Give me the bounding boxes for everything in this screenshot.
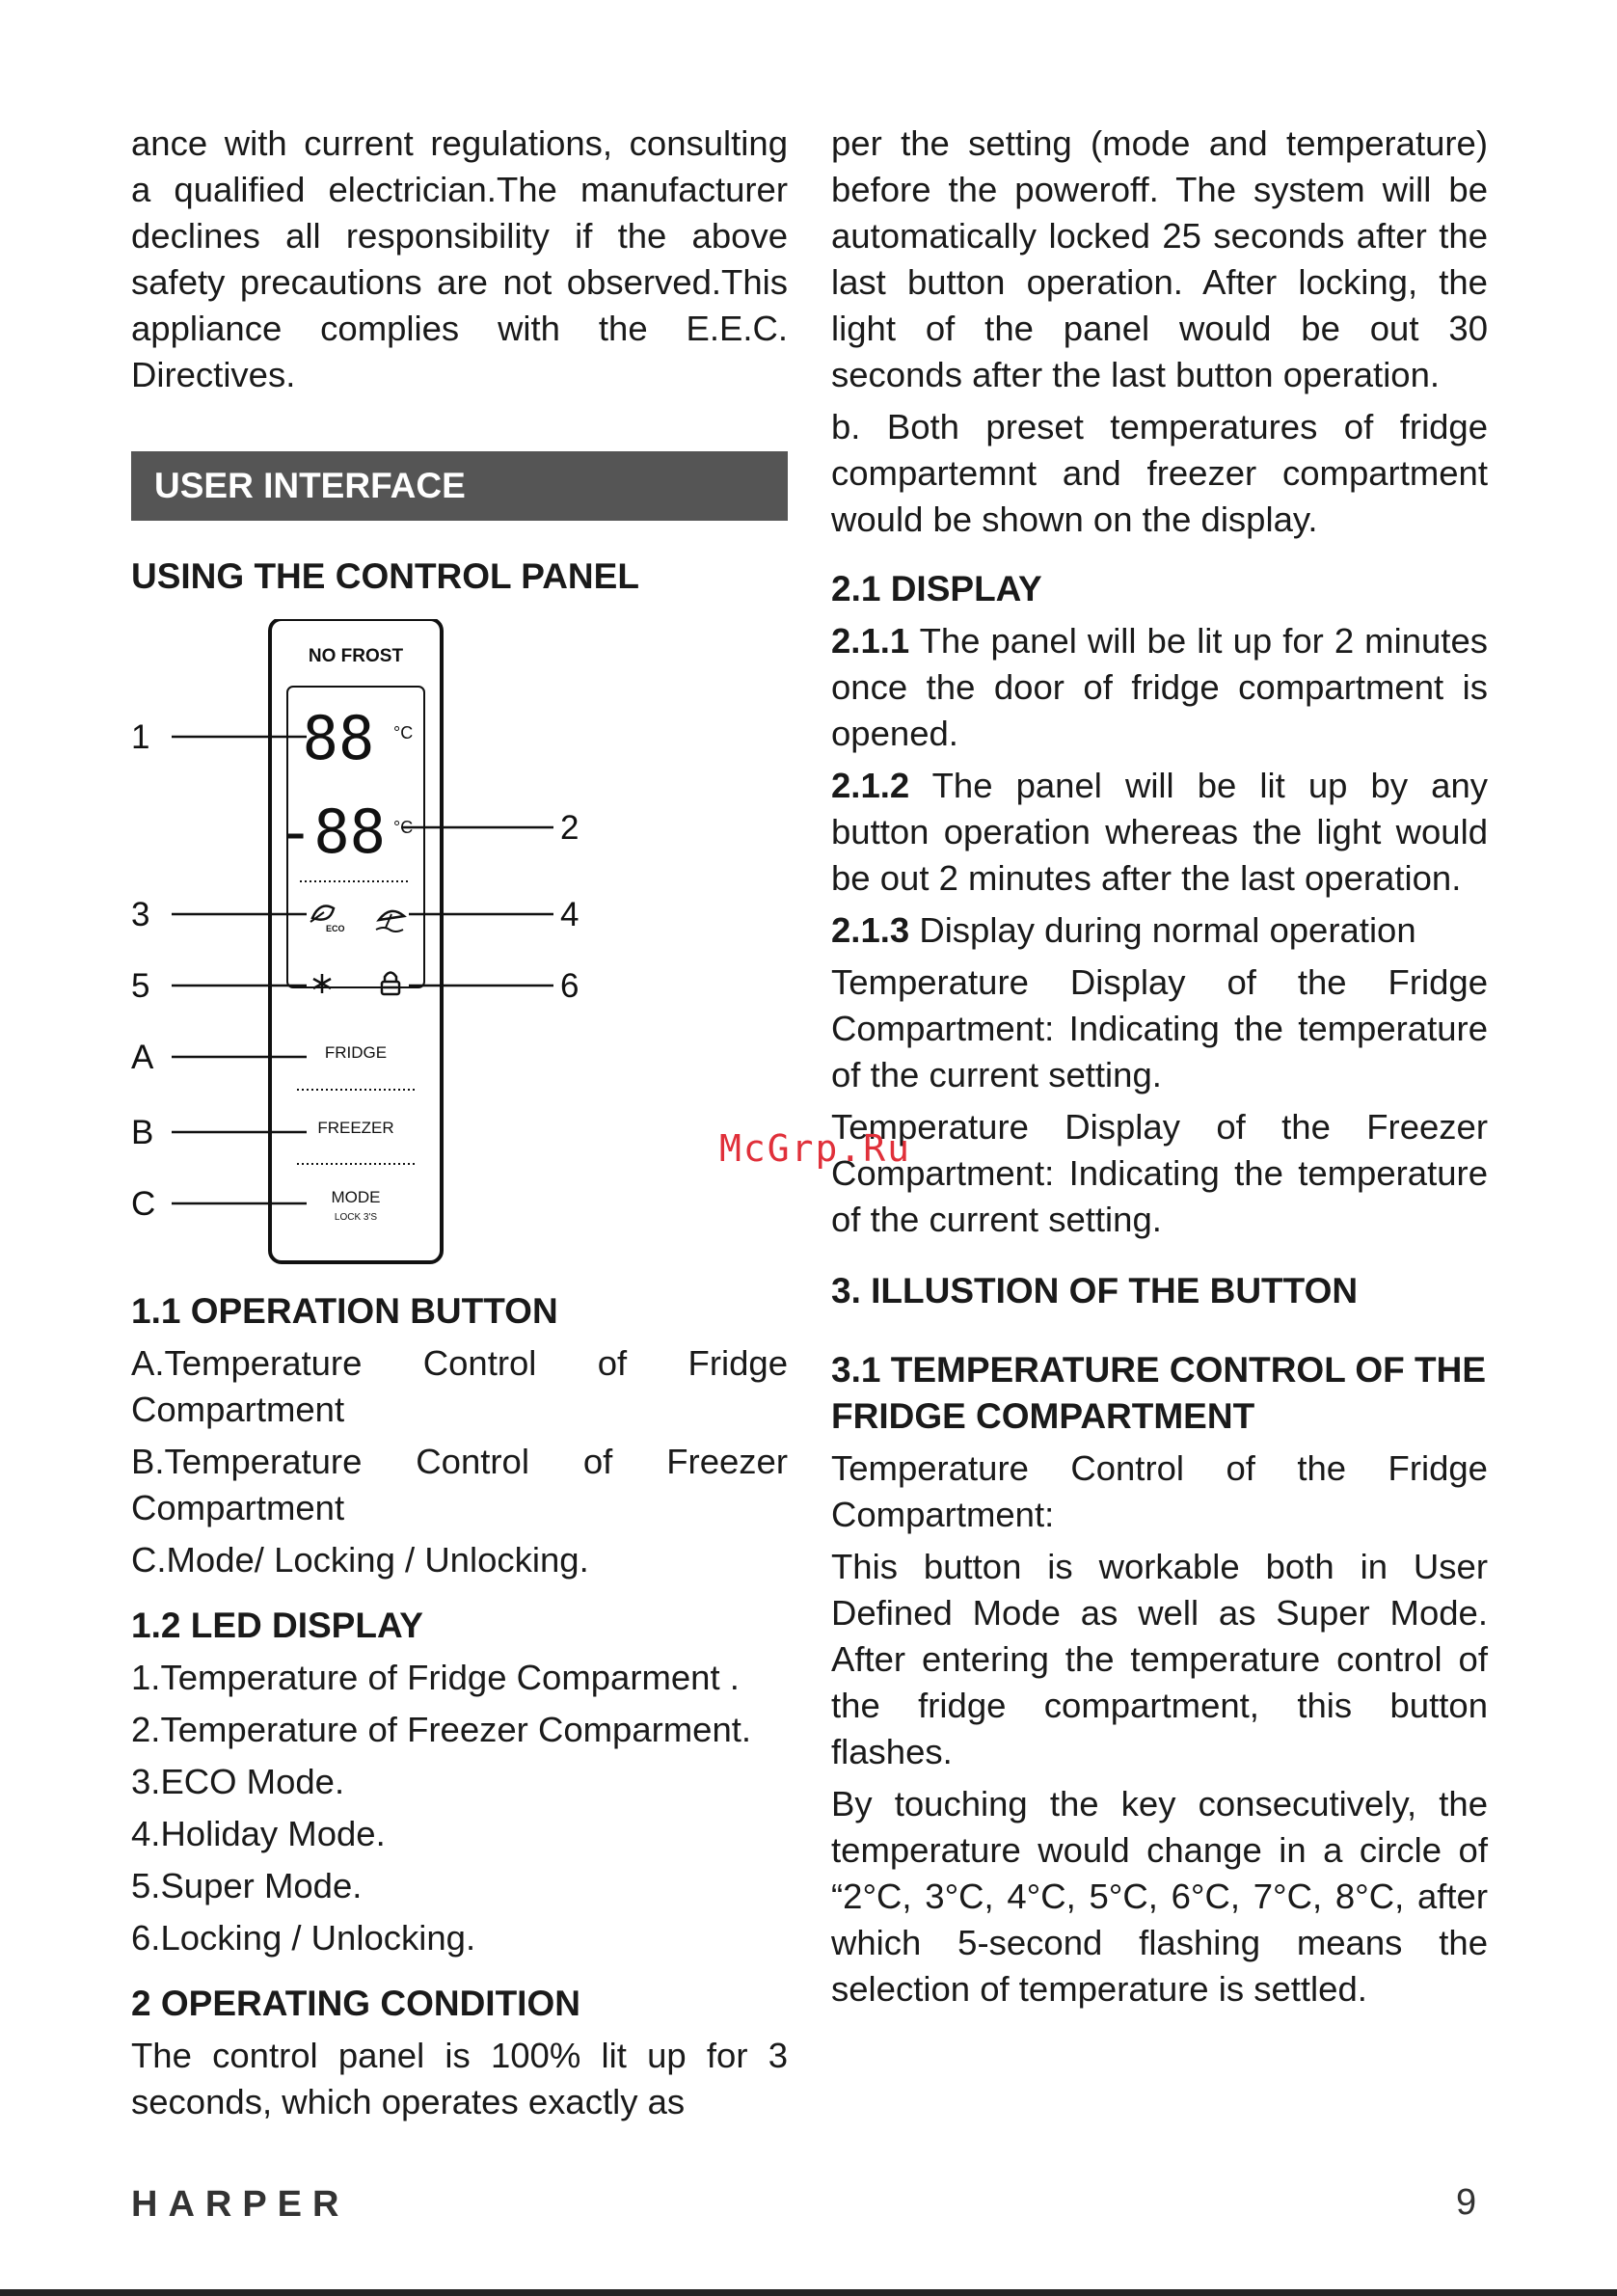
using-control-panel-heading: USING THE CONTROL PANEL <box>131 556 639 596</box>
callout-b: B <box>131 1114 154 1151</box>
led-item-3: 3.ECO Mode. <box>131 1762 345 1801</box>
temp-control-heading: 3.1 TEMPERATURE CONTROL OF THE FRIDGE COMPARTMENT <box>831 1350 1487 1436</box>
led-item-1: 1.Temperature of Fridge Comparment . <box>131 1658 740 1697</box>
fridge-digits: 88 <box>302 703 375 773</box>
callout-3: 3 <box>131 896 150 933</box>
callout-2: 2 <box>560 809 579 847</box>
led-display-heading: 1.2 LED DISPLAY <box>131 1606 423 1645</box>
op-item-c: C.Mode/ Locking / Unlocking. <box>131 1540 589 1580</box>
temp-control-p2: This button is workable both in User Defined Mode as well as Super Mode. After entering the temperature control of the fridge compartment, this button flashes. <box>831 1547 1488 1771</box>
brand-logo: HARPER <box>131 2184 350 2225</box>
led-item-4: 4.Holiday Mode. <box>131 1814 386 1853</box>
temp-control-p1: Temperature Control of the Fridge Compartment: <box>831 1448 1488 1534</box>
temp-control-p3: By touching the key consecutively, the temperature would change in a circle of “2°C, 3°C, 4°C, 5°C, 6°C, 7°C, 8°C, after which 5-second flashing means the selection of temperature is settled. <box>831 1784 1488 2009</box>
display-2-1-3 <box>831 907 1488 954</box>
page-number: 9 <box>1456 2182 1477 2223</box>
panel-brand: NO FROST <box>308 646 404 666</box>
mode-button-sublabel: LOCK 3'S <box>334 1212 378 1223</box>
display-2-1-3-num: 2.1.3 <box>831 910 910 950</box>
led-item-6: 6.Locking / Unlocking. <box>131 1918 476 1958</box>
bottom-rule <box>0 2289 1617 2296</box>
freezer-unit: °C <box>393 818 414 837</box>
control-panel-svg <box>131 619 788 1284</box>
illustion-heading: 3. ILLUSTION OF THE BUTTON <box>831 1271 1359 1310</box>
section-band-user-interface: USER INTERFACE <box>131 451 788 521</box>
display-2-1-3-text: Display during normal operation <box>909 910 1416 950</box>
para-b: b. Both preset temperatures of fridge compartemnt and freezer compartment would be shown on the display. <box>831 407 1488 539</box>
callout-c: C <box>131 1185 156 1223</box>
op-item-b: B.Temperature Control of Freezer Compartment <box>131 1442 788 1527</box>
watermark: McGrp.Ru <box>719 1127 912 1170</box>
operation-button-heading: 1.1 OPERATION BUTTON <box>131 1291 558 1331</box>
display-2-1-1 <box>831 618 1488 757</box>
callout-5: 5 <box>131 967 150 1005</box>
display-2-1-1-text: The panel will be lit up for 2 minutes once the door of fridge compartment is opened. <box>831 621 1488 753</box>
right-column <box>831 121 1488 2012</box>
display-2-1-2 <box>831 763 1488 902</box>
operating-condition-heading: 2 OPERATING CONDITION <box>131 1984 580 2023</box>
operating-condition-text: The control panel is 100% lit up for 3 seconds, which operates exactly as <box>131 2036 788 2121</box>
callout-4: 4 <box>560 896 579 933</box>
para-a: per the setting (mode and temperature) before the poweroff. The system will be automatically locked 25 seconds after the last button operation. After locking, the light of the panel would be out 30 seconds after the last button operation. <box>831 123 1488 394</box>
callout-6: 6 <box>560 967 579 1005</box>
fridge-button-label: FRIDGE <box>324 1043 388 1062</box>
fridge-display-text: Temperature Display of the Fridge Compartment: Indicating the temperature of the current setting. <box>831 962 1488 1094</box>
freezer-display-text: Temperature Display of the Freezer Compartment: Indicating the temperature of the current setting. <box>831 1107 1488 1239</box>
led-display-list <box>131 1655 788 1961</box>
display-heading: 2.1 DISPLAY <box>831 569 1042 608</box>
freezer-button-label: FREEZER <box>317 1119 394 1137</box>
led-item-2: 2.Temperature of Freezer Comparment. <box>131 1710 752 1749</box>
control-panel-diagram <box>131 619 788 1284</box>
eco-label: ECO <box>326 924 345 933</box>
op-item-a: A.Temperature Control of Fridge Compartment <box>131 1343 788 1429</box>
callout-1: 1 <box>131 718 150 756</box>
intro-paragraph: ance with current regulations, consulting a qualified electrician.The manufacturer declines all responsibility if the above safety precautions are not observed.This appliance complies with the E.E.C. Directives. <box>131 123 788 394</box>
fridge-unit: °C <box>393 723 414 743</box>
callout-a: A <box>131 1039 154 1076</box>
mode-button-label: MODE <box>331 1188 381 1206</box>
freezer-digits: -88 <box>278 797 386 867</box>
display-2-1-2-num: 2.1.2 <box>831 766 910 805</box>
display-2-1-2-text: The panel will be lit up by any button operation whereas the light would be out 2 minutes after the last operation. <box>831 766 1488 898</box>
left-column <box>131 121 788 2125</box>
operation-button-list <box>131 1340 788 1583</box>
display-2-1-1-num: 2.1.1 <box>831 621 910 661</box>
led-item-5: 5.Super Mode. <box>131 1866 363 1905</box>
